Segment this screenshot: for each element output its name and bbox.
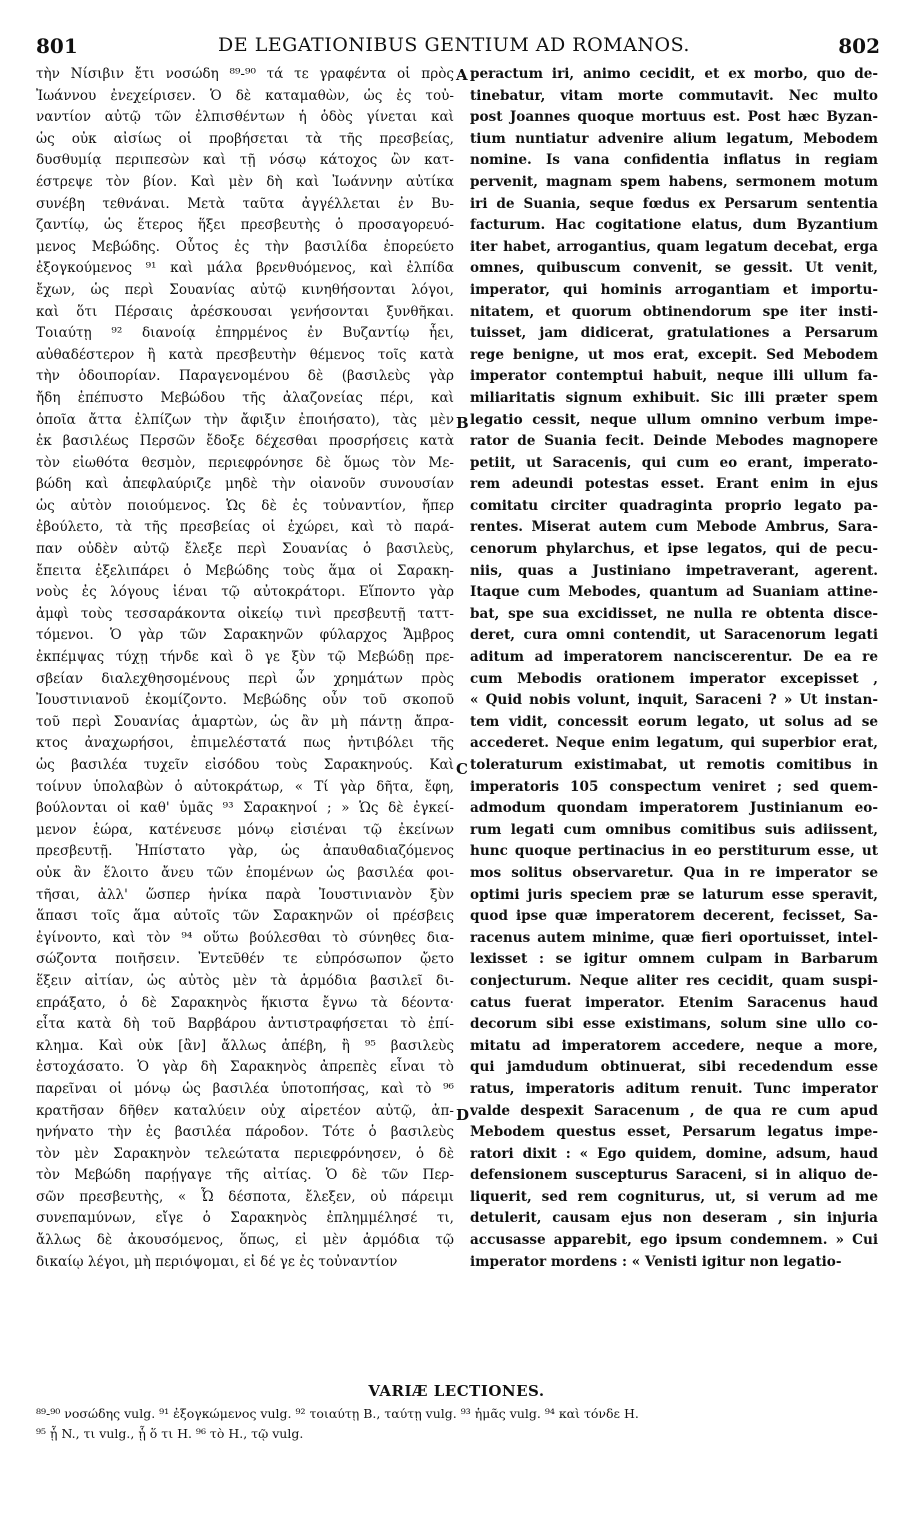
- margin-letter-c: C: [456, 760, 468, 778]
- greek-text-line: οὐκ ἂν ἕλοιτο ἄνευ τῶν ἑπομένων ὡς βασιλέα φοι-: [36, 864, 454, 881]
- latin-text-line: post Joannes quoque mortuus est. Post hæc Byzan-: [470, 109, 878, 126]
- latin-text-line: peractum iri, animo cecidit, et ex morbo, quo de-: [470, 66, 878, 82]
- running-title: DE LEGATIONIBUS GENTIUM AD ROMANOS.: [218, 34, 690, 56]
- greek-text-line: ἐστοχάσατο. Ὁ γὰρ δὴ Σαρακηνὸς ἀπρεπὲς εἶναι τὸ: [36, 1059, 454, 1076]
- latin-text-line: iter habet, arrogantius, quam legatum decebat, erga: [470, 238, 878, 255]
- greek-text-line: ηνήνατο τὴν ἐς βασιλέα πάροδον. Τότε ὁ βασιλεὺς: [36, 1124, 454, 1141]
- latin-text-line: rum legati cum omnibus comitibus suis adiissent,: [470, 821, 878, 838]
- greek-text-line: ναντίον αὐτῷ τῶν ἐλπισθέντων ἡ ὁδὸς γίνεται καὶ: [36, 109, 454, 126]
- greek-text-line: ἄλλως δὲ ἀκουσόμενος, ὅπως, εἰ μὲν ἁρμόδια τῷ: [36, 1232, 454, 1249]
- greek-text-line: νοὺς ἐς λόγους ἰέναι τῷ αὐτοκράτορι. Εἵποντο γὰρ: [36, 584, 454, 601]
- greek-text-line: βούλονται οἱ καθ' ὑμᾶς ⁹³ Σαρακηνοί ; » Ὡς δὲ ἐγκεί-: [36, 800, 454, 817]
- page-number-right: 802: [838, 34, 880, 58]
- greek-text-line: συνέβη τεθνάναι. Μετὰ ταῦτα ἀγγέλλεται ἐν Βυ-: [36, 195, 454, 212]
- latin-text-line: legatio cessit, neque ullum omnino verbum impe-: [470, 411, 878, 428]
- latin-text-line: facturum. Hac cogitatione elatus, dum Byzantium: [470, 217, 878, 234]
- greek-text-line: ζαντίῳ, ὡς ἕτερος ἥξει πρεσβευτὴς ὁ προσαγορευό-: [36, 217, 454, 234]
- variae-lectiones-line-1: ⁸⁹-⁹⁰ νοσώδης vulg. ⁹¹ ἐξογκώμενος vulg. ⁹² τοιαύτῃ B., ταύτῃ vulg. ⁹³ ἡμᾶς vulg. ⁹⁴ καὶ τόνδε H.: [36, 1406, 639, 1421]
- greek-text-line: τὸν εἰωθότα θεσμὸν, περιεφρόνησε δὲ ὅμως τὸν Με-: [36, 454, 454, 471]
- greek-text-line: πρεσβευτῇ. Ἠπίστατο γὰρ, ὡς ἀπαυθαδιαζόμενος: [36, 843, 454, 860]
- greek-text-line: καὶ ὅτι Πέρσαις ἀρέσκουσαι γενήσονται ξυνθῆκαι.: [36, 303, 454, 320]
- margin-letter-d: D: [456, 1106, 470, 1124]
- latin-text-line: aditum ad imperatorem nanciscerentur. De ea re: [470, 649, 878, 666]
- greek-text-line: τῆσαι, ἀλλ' ὥσπερ ἡνίκα παρὰ Ἰουστινιανὸν ξὺν: [36, 886, 454, 903]
- latin-text-line: Itaque cum Mebodes, quantum ad Suaniam attine-: [470, 584, 878, 601]
- greek-text-line: εἶτα κατὰ δὴ τοῦ Βαρβάρου ἀντιστραφήσεται τὸ ἐπί-: [36, 1016, 454, 1033]
- latin-text-line: imperator, qui hominis arrogantiam et importu-: [470, 281, 878, 298]
- latin-text-line: tinebatur, vitam morte commutavit. Nec multo: [470, 87, 878, 104]
- latin-text-column: [470, 64, 878, 1273]
- greek-text-line: ἔχων, ὡς περὶ Σουανίας αὐτῷ κινηθήσονται λόγοι,: [36, 281, 454, 298]
- greek-text-line: τὴν Νίσιβιν ἔτι νοσώδη ⁸⁹-⁹⁰ τά τε γραφέντα οἱ πρὸς: [36, 66, 454, 82]
- latin-text-line: decorum sibi esse existimans, solum sine ullo co-: [470, 1016, 878, 1033]
- latin-text-line: ratori dixit : « Ego quidem, domine, adsum, haud: [470, 1145, 878, 1162]
- variae-lectiones-title: VARIÆ LECTIONES.: [368, 1382, 545, 1400]
- greek-text-line: συνεπαμύνων, εἴγε ὁ Σαρακηνὸς ἐπλημμέλησέ τι,: [36, 1210, 454, 1227]
- greek-text-line: ἅπασι τοῖς ἅμα αὐτοῖς τῶν Σαρακηνῶν οἱ πρέσβεις: [36, 908, 454, 925]
- latin-text-line: lexisset : se igitur omnem culpam in Barbarum: [470, 951, 878, 968]
- latin-text-line: petiit, ut Saracenis, qui cum eo erant, imperato-: [470, 454, 878, 471]
- greek-text-line: βώδη καὶ ἀπεφλαύριζε μηδὲ τὴν οἰανοῦν συνουσίαν: [36, 476, 454, 493]
- greek-text-line: ἕξειν αἰτίαν, ὡς αὐτὸς μὲν τὰ ἁρμόδια βασιλεῖ δι-: [36, 972, 454, 989]
- latin-text-line: « Quid nobis volunt, inquit, Saraceni ? » Ut instan-: [470, 692, 878, 709]
- latin-text-line: rege benigne, ut mos erat, excepit. Sed Mebodem: [470, 346, 878, 363]
- latin-text-line: iri de Suania, seque fœdus ex Persarum sententia: [470, 195, 878, 212]
- page-number-left: 801: [36, 34, 78, 58]
- latin-text-line: cum Mebodis orationem imperator excepisset ,: [470, 670, 878, 687]
- greek-text-line: ὡς οὐκ αἰσίως οἱ προβήσεται τὰ τῆς πρεσβείας,: [36, 130, 454, 147]
- greek-text-line: σώζοντα ποιῆσειν. Ἐντεῦθέν τε εὐπρόσωπον ᾤετο: [36, 951, 454, 968]
- greek-text-line: τὸν Μεβώδη παρῄγαγε τῆς αἰτίας. Ὁ δὲ τῶν Περ-: [36, 1167, 454, 1184]
- latin-text-line: niis, quas a Justiniano impetraverant, agerent.: [470, 562, 878, 579]
- greek-text-line: ὁποῖα ἄττα ἐλπίζων τὴν ἄφιξιν ἐποιήσατο), τὰς μὲν: [36, 411, 454, 428]
- greek-text-line: μενος Μεβώδης. Οὗτος ἐς τὴν βασιλίδα ἐπορεύετο: [36, 238, 454, 255]
- greek-text-line: τὴν ὁδοιπορίαν. Παραγενομένου δὲ (βασιλεὺς γὰρ: [36, 368, 454, 385]
- latin-text-line: miliaritatis signum exhibuit. Sic illi præter spem: [470, 389, 878, 406]
- greek-text-line: έστρεψε τὸν βίον. Καὶ μὲν δὴ καὶ Ἰωάννην αὐτίκα: [36, 173, 454, 190]
- page-header: [28, 28, 880, 60]
- latin-text-line: imperator contemptui habuit, neque illi ullum fa-: [470, 368, 878, 385]
- greek-text-line: ἐγίνοντο, καὶ τὸν ⁹⁴ οὕτω βούλεσθαι τὸ σύνηθες δια-: [36, 929, 454, 946]
- latin-text-line: catus fuerat imperator. Etenim Saracenus haud: [470, 994, 878, 1011]
- greek-text-line: ὡς αὐτὸν ποιούμενος. Ὡς δὲ ἐς τοὐναντίον, ἤπερ: [36, 497, 454, 514]
- latin-text-line: Mebodem questus esset, Persarum legatus impe-: [470, 1124, 878, 1141]
- latin-text-line: imperatoris 105 conspectum veniret ; sed quem-: [470, 778, 878, 795]
- latin-text-line: omnes, quibuscum convenit, se gessit. Ut venit,: [470, 260, 878, 277]
- greek-text-line: κρατῆσαν δῆθεν καταλύειν οὐχ αἱρετέον αὐτῷ, ἀπ-: [36, 1102, 454, 1119]
- greek-text-line: κλημα. Καὶ οὐκ [ἂν] ἄλλως ἀπέβη, ἢ ⁹⁵ βασιλεὺς: [36, 1037, 454, 1054]
- latin-text-line: optimi juris speciem præ se laturum esse speravit,: [470, 886, 878, 903]
- latin-text-line: mitatu ad imperatorem accedere, neque a more,: [470, 1037, 878, 1054]
- latin-text-line: conjecturum. Neque aliter res cecidit, quam suspi-: [470, 972, 878, 989]
- latin-text-line: quod ipse quæ imperatorem decerent, fecisset, Sa-: [470, 908, 878, 925]
- greek-text-line: Ἰουστινιανοῦ ἐκομίζοντο. Μεβώδης οὖν τοῦ σκοποῦ: [36, 692, 454, 709]
- latin-text-line: valde despexit Saracenum , de qua re cum apud: [470, 1102, 878, 1119]
- latin-text-line: tuisset, jam didicerat, gratulationes a Persarum: [470, 325, 878, 342]
- greek-text-line: ὡς βασιλέα τυχεῖν εἰσόδου τοὺς Σαρακηνούς. Καὶ: [36, 757, 454, 773]
- latin-text-line: racenus autem minime, quæ fieri oportuisset, intel-: [470, 929, 878, 946]
- greek-text-line: ἐκπέμψας τύχῃ τήνδε καὶ ὃ γε ξὺν τῷ Μεβώδῃ πρε-: [36, 649, 454, 666]
- greek-text-line: Τοιαύτῃ ⁹² διανοίᾳ ἐπηρμένος ἐν Βυζαντίῳ ἧει,: [36, 325, 454, 342]
- latin-text-line: hunc quoque pertinacius in eo perstiturum esse, ut: [470, 843, 878, 860]
- latin-text-line: imperator mordens : « Venisti igitur non legatio-: [470, 1253, 842, 1270]
- variae-lectiones-line-2: ⁹⁵ ᾗ N., τι vulg., ᾗ ὅ τι H. ⁹⁶ τὸ H., τῷ vulg.: [36, 1426, 304, 1441]
- latin-text-line: rator de Suania fecit. Deinde Mebodes magnopere: [470, 433, 878, 450]
- latin-text-line: tem vidit, concessit eorum legato, ut solus ad se: [470, 713, 878, 730]
- greek-text-line: σῶν πρεσβευτὴς, « Ὦ δέσποτα, ἔλεξεν, οὐ πάρειμι: [36, 1188, 454, 1205]
- latin-text-line: rentes. Miserat autem cum Mebode Ambrus, Sara-: [470, 519, 878, 536]
- latin-text-line: defensionem suscepturus Saraceni, si in aliquo de-: [470, 1167, 878, 1184]
- greek-text-line: ἐκ βασιλέως Περσῶν ἔδοξε δέχεσθαι προσρήσεις κατὰ: [36, 433, 454, 450]
- greek-text-line: ἐξογκούμενος ⁹¹ καὶ μάλα βρενθυόμενος, καὶ ἐλπίδα: [36, 260, 454, 277]
- greek-text-line: ἤδη ἐπέπυστο Μεβώδου τῆς ἀλαζονείας πέρι, καὶ: [36, 389, 454, 406]
- greek-text-line: Ἰωάννου ἐνεχείρισεν. Ὁ δὲ καταμαθὼν, ὡς ἐς τοὐ-: [36, 87, 454, 104]
- latin-text-line: comitatu circiter quadraginta proprio legato pa-: [470, 497, 878, 514]
- greek-text-line: μενον ἑώρα, κατένευσε μόνῳ εἰσιέναι τῷ ἐκείνων: [36, 821, 454, 838]
- greek-text-line: ἀμφὶ τοὺς τεσσαράκοντα οἰκείῳ τινὶ πρεσβευτῇ ταττ-: [36, 605, 454, 622]
- latin-text-line: accederet. Neque enim legatum, qui superbior erat,: [470, 735, 878, 752]
- greek-text-line: τὸν μὲν Σαρακηνὸν τελεώτατα περιεφρόνησεν, ὁ δὲ: [36, 1145, 454, 1162]
- latin-text-line: nomine. Is vana confidentia inflatus in regiam: [470, 152, 878, 169]
- latin-text-line: qui jamdudum obtinuerat, sibi recedendum esse: [470, 1059, 878, 1076]
- latin-text-line: ratus, imperatoris aditum renuit. Tunc imperator: [470, 1080, 878, 1097]
- greek-text-line: τοῦ περὶ Σουανίας ἁμαρτὼν, ὡς ἂν μὴ πάντῃ ἄπρα-: [36, 713, 454, 730]
- margin-letter-a: A: [456, 66, 468, 84]
- greek-text-line: κτος ἀναχωρήσοι, ἐπιμελέστατά πως ἠντιβόλει τῆς: [36, 735, 454, 752]
- latin-text-line: detulerit, causam ejus non deseram , sin injuria: [470, 1210, 878, 1227]
- greek-text-line: παν οὐδὲν αὐτῷ ἔλεξε περὶ Σουανίας ὁ βασιλεὺς,: [36, 541, 454, 558]
- latin-text-line: pervenit, magnam spem habens, sermonem motum: [470, 173, 878, 190]
- latin-text-line: tium nuntiatur advenire alium legatum, Mebodem: [470, 130, 878, 147]
- latin-text-line: cenorum phylarchus, et ipse legatos, qui de pecu-: [470, 541, 878, 558]
- latin-text-line: bat, spe sua excidisset, ne nulla re obtenta disce-: [470, 605, 878, 622]
- latin-text-line: admodum quondam imperatorem Justinianum eo-: [470, 800, 878, 817]
- greek-text-line: ἔπειτα ἐξελιπάρει ὁ Μεβώδης τοὺς ἅμα οἱ Σαρακη-: [36, 562, 454, 579]
- greek-text-line: τόμενοι. Ὁ γὰρ τῶν Σαρακηνῶν φύλαρχος Ἄμβρος: [36, 627, 454, 644]
- greek-text-line: δυσθυμίᾳ περιπεσὼν καὶ τῇ νόσῳ κάτοχος ὢν κατ-: [36, 152, 454, 169]
- greek-text-line: παρεῖναι οἱ μόνῳ ὡς βασιλέα ὑποτοπήσας, καὶ τὸ ⁹⁶: [36, 1080, 454, 1097]
- greek-text-line: τοίνυν ὑπολαβὼν ὁ αὐτοκράτωρ, « Τί γὰρ δῆτα, ἔφη,: [36, 778, 454, 795]
- greek-text-column: [36, 64, 454, 1273]
- greek-text-line: ἐβούλετο, τὰ τῆς πρεσβείας οἱ ἐχώρει, καὶ τὸ παρά-: [36, 519, 454, 536]
- latin-text-line: deret, cura omni contendit, ut Saracenorum legati: [470, 627, 878, 644]
- latin-text-line: nitatem, et quorum obtinendorum spe iter insti-: [470, 303, 878, 320]
- latin-text-line: accusasse apparebit, ego ipsum condemnem. » Cui: [470, 1232, 878, 1249]
- greek-text-line: δικαίῳ λέγοι, μὴ περιόψομαι, εἰ δέ γε ἐς τοὐναντίον: [36, 1253, 398, 1270]
- latin-text-line: mos solitus observaretur. Qua in re imperator se: [470, 864, 878, 881]
- latin-text-line: rem adeundi potestas esset. Erant enim in ejus: [470, 476, 878, 493]
- greek-text-line: αὐθαδέστερον ἢ κατὰ πρεσβευτὴν θέμενος τοῖς κατὰ: [36, 346, 454, 363]
- greek-text-line: επράξατο, ὁ δὲ Σαρακηνὸς ἥκιστα ἔγνω τὰ δέοντα·: [36, 994, 454, 1011]
- latin-text-line: liquerit, sed rem cogniturus, ut, si verum ad me: [470, 1188, 878, 1205]
- greek-text-line: σβείαν διαλεχθησομένους περὶ ὧν χρημάτων πρὸς: [36, 670, 454, 687]
- latin-text-line: toleraturum existimabat, ut remotis comitibus in: [470, 757, 878, 773]
- margin-letter-b: B: [456, 414, 469, 432]
